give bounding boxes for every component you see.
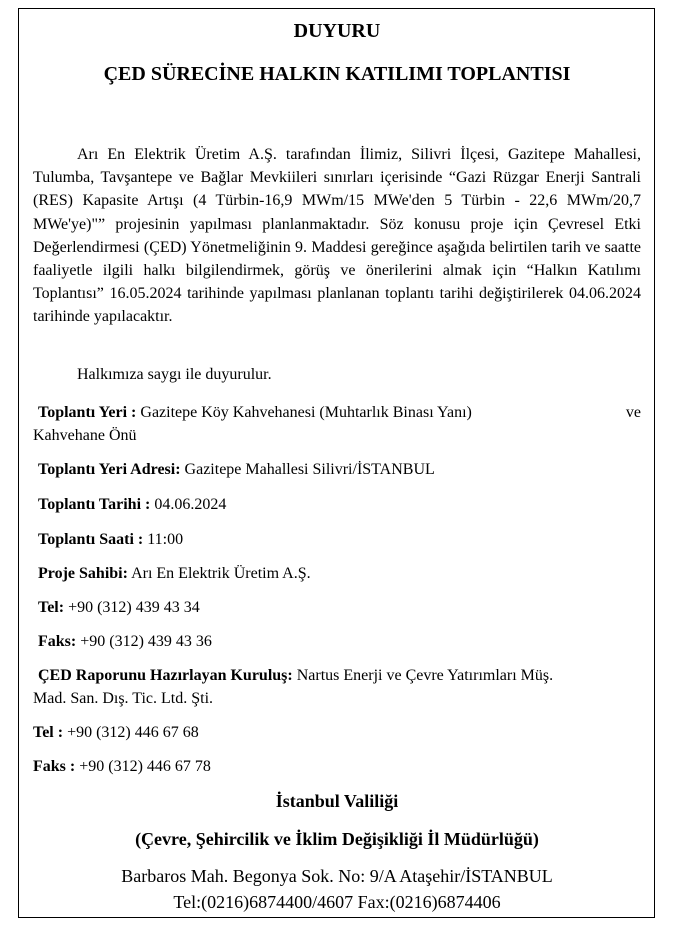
directorate-title: (Çevre, Şehircilik ve İklim Değişikliği İl Müdürlüğü) [135,829,539,849]
directorate-address: Barbaros Mah. Begonya Sok. No: 9/A Ataşehir/İSTANBUL [121,866,553,886]
consultant-fax-row [33,755,641,778]
meeting-time-label: Toplantı Saati : [38,531,144,548]
eia-consultant-row [33,664,641,710]
meeting-address-label: Toplantı Yeri Adresi: [38,461,181,478]
page-subtitle: ÇED SÜRECİNE HALKIN KATILIMI TOPLANTISI [103,63,571,85]
eia-consultant-value-cont: Mad. San. Dış. Tic. Ltd. Şti. [33,690,214,707]
project-owner-value: Arı En Elektrik Üretim A.Ş. [131,565,311,582]
meeting-place-row [33,401,641,447]
consultant-phone-label: Tel : [33,724,64,741]
meeting-date-value: 04.06.2024 [154,496,227,513]
meeting-place-label: Toplantı Yeri : [38,404,137,421]
project-owner-label: Proje Sahibi: [38,565,128,582]
project-owner-row [33,562,641,585]
consultant-fax-label: Faks : [33,758,76,775]
owner-phone-row [33,596,641,619]
eia-consultant-value: Nartus Enerji ve Çevre Yatırımları Müş. [296,667,554,684]
meeting-date-label: Toplantı Tarihi : [38,496,151,513]
consultant-phone-value: +90 (312) 446 67 68 [67,724,199,741]
body-paragraph: Arı En Elektrik Üretim A.Ş. tarafından İlimiz, Silivri İlçesi, Gazitepe Mahallesi, Tulumba, Tavşantepe ve Bağlar Mevkiileri sınırları içerisinde “Gazi Rüzgar Enerji Santrali (RES) Kapasite Artışı (4 Türbin-16,9 MWm/15 MWe'den 5 Türbin - 22,6 MWm/20,7 MWe'ye)"” projesinin yapılması planlanmaktadır. Söz konusu proje için Çevresel Etki Değerlendirmesi (ÇED) Yönetmeliğinin 9. Maddesi gereğince aşağıda belirtilen tarih ve saatte faaliyetle ilgili halkı bilgilendirmek, görüş ve önerilerini almak için “Halkın Katılımı Toplantısı” 16.05.2024 tarihinde yapılması planlanan toplantı tarihi değiştirilerek 04.06.2024 tarihinde yapılacaktır. [33,146,641,326]
meeting-place-and: ve [625,404,641,421]
meeting-address-row [33,458,641,481]
owner-phone-label: Tel: [38,599,65,616]
owner-fax-row [33,630,641,653]
owner-phone-value: +90 (312) 439 43 34 [68,599,200,616]
owner-fax-label: Faks: [38,633,77,650]
governorship-title: İstanbul Valiliği [275,791,399,811]
eia-consultant-label: ÇED Raporunu Hazırlayan Kuruluş: [38,667,293,684]
greeting-text: Halkımıza saygı ile duyurulur. [77,366,272,383]
meeting-date-row [33,493,641,516]
consultant-fax-value: +90 (312) 446 67 78 [79,758,211,775]
owner-fax-value: +90 (312) 439 43 36 [80,633,212,650]
directorate-contact: Tel:(0216)6874400/4607 Fax:(0216)6874406 [173,892,501,912]
meeting-time-value: 11:00 [147,531,184,548]
meeting-address-value: Gazitepe Mahallesi Silivri/İSTANBUL [184,461,435,478]
meeting-time-row [33,528,641,551]
consultant-phone-row [33,721,641,744]
page-title: DUYURU [293,20,381,42]
meeting-place-value-cont: Kahvehane Önü [33,427,137,444]
meeting-place-value: Gazitepe Köy Kahvehanesi (Muhtarlık Binası Yanı) [140,404,472,421]
announcement-frame [18,8,655,918]
